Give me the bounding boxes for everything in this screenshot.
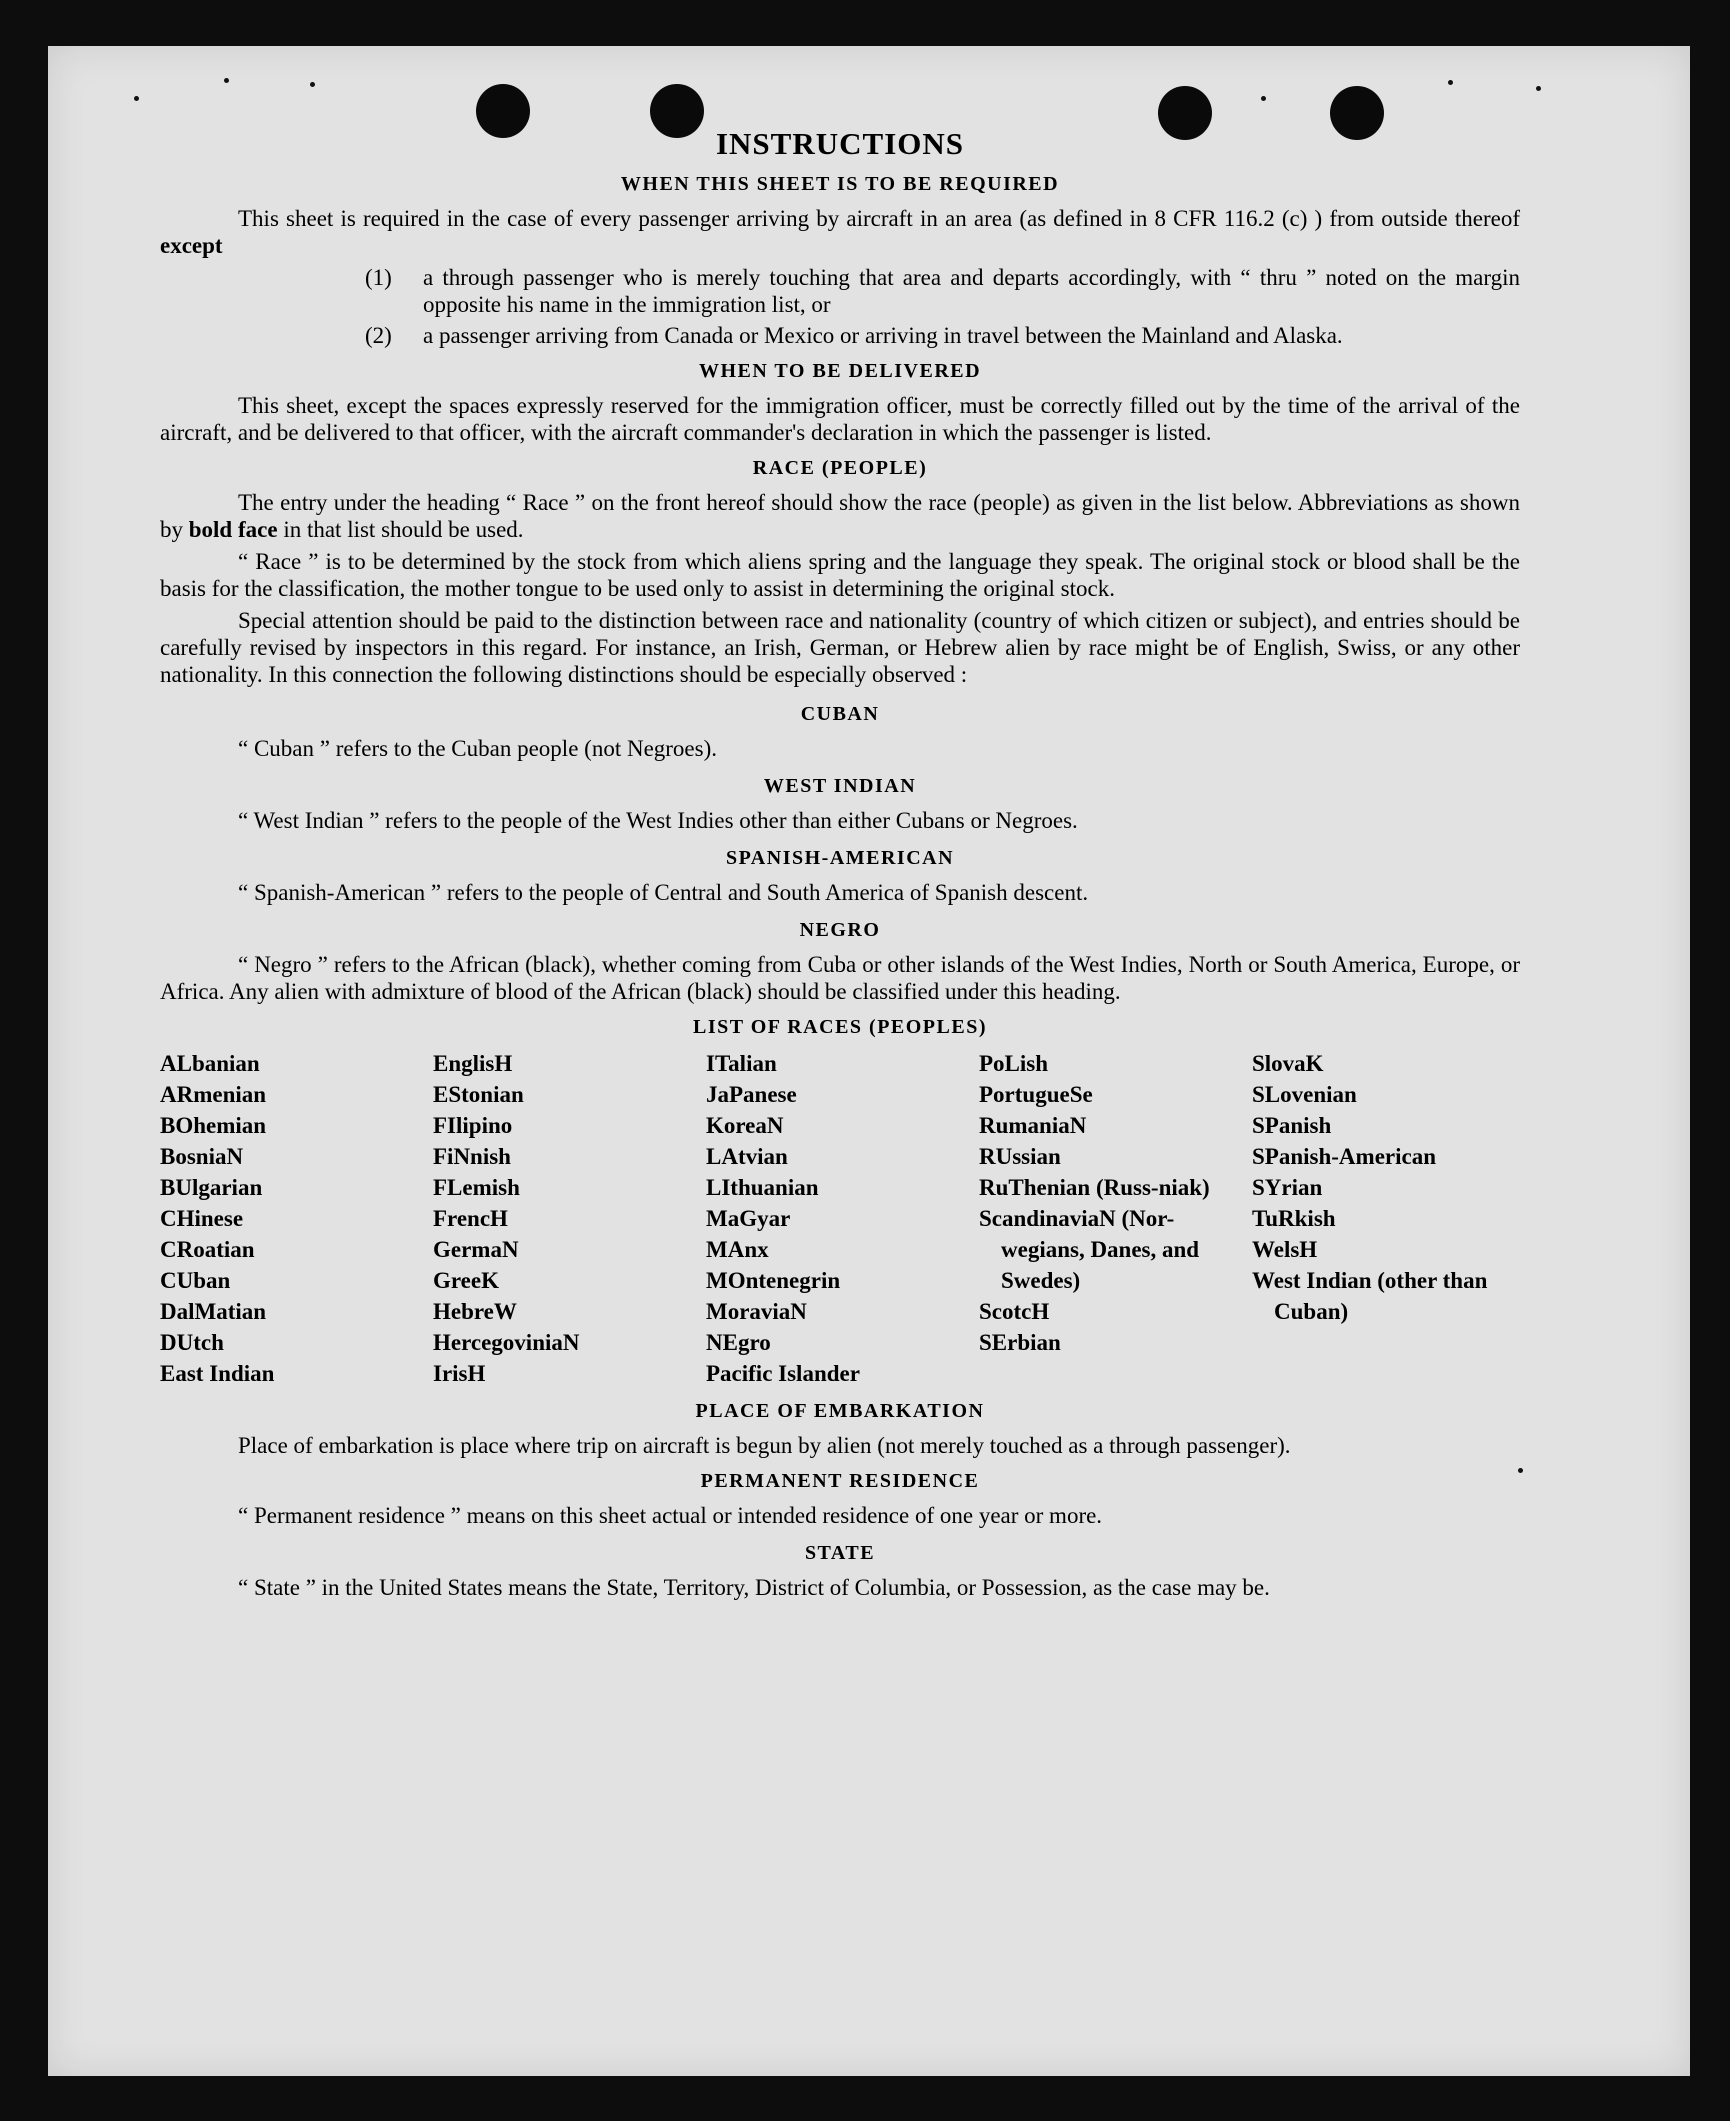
section-heading-cuban: CUBAN xyxy=(800,703,880,725)
race-item: CHinese xyxy=(160,1206,244,1231)
race-item: FLemish xyxy=(433,1175,520,1200)
race-item: RuThenian (Russ-niak) xyxy=(979,1175,1210,1200)
race-item: MOntenegrin xyxy=(706,1268,841,1293)
race-item: SYrian xyxy=(1252,1175,1323,1200)
section-heading-required: WHEN THIS SHEET IS TO BE REQUIRED xyxy=(620,173,1060,195)
page-title: INSTRUCTIONS xyxy=(715,126,964,161)
residence-text: “ Permanent residence ” means on this sheet actual or intended residence of one year or more. xyxy=(238,1503,1103,1528)
race-item: PortugueSe xyxy=(979,1082,1093,1107)
race-item: SPanish-American xyxy=(1252,1144,1436,1169)
race-item: FrencH xyxy=(433,1206,508,1231)
section-heading-negro: NEGRO xyxy=(799,919,881,941)
section-heading-spanish-american: SPANISH-AMERICAN xyxy=(725,847,955,869)
race-item: Pacific Islander xyxy=(706,1361,860,1386)
races-list xyxy=(160,1048,1520,1389)
state-text: “ State ” in the United States means the State, Territory, District of Columbia, or Possession, as the case may be. xyxy=(238,1575,1270,1600)
race-item: MoraviaN xyxy=(706,1299,807,1324)
race-item: BosniaN xyxy=(160,1144,244,1169)
race-item: TuRkish xyxy=(1252,1206,1336,1231)
race-item: EnglisH xyxy=(433,1051,513,1076)
race-item: ALbanian xyxy=(160,1051,260,1076)
section-heading-list-of-races: LIST OF RACES (PEOPLES) xyxy=(692,1016,987,1038)
race-item: SLovenian xyxy=(1252,1082,1357,1107)
race-item: East Indian xyxy=(160,1361,275,1386)
race-item: CRoatian xyxy=(160,1237,255,1262)
race-item: SlovaK xyxy=(1252,1051,1324,1076)
race-item: JaPanese xyxy=(706,1082,797,1107)
race-item: GermaN xyxy=(433,1237,519,1262)
race-paragraph-3: Special attention should be paid to the distinction between race and nationality (country of which citizen or subject), and entries should be carefully revised by inspectors in this regard. For instance, an Irish, German, or Hebrew alien by race might be of English, Swiss, or any other nationality. In this connection the following distinctions should be especially observed : xyxy=(160,608,1520,687)
race-item: BUlgarian xyxy=(160,1175,263,1200)
speck xyxy=(310,82,315,87)
cuban-text: “ Cuban ” refers to the Cuban people (not Negroes). xyxy=(238,736,718,761)
section-heading-west-indian: WEST INDIAN xyxy=(763,775,917,797)
race-item: WelsH xyxy=(1252,1237,1318,1262)
section-heading-residence: PERMANENT RESIDENCE xyxy=(700,1470,980,1492)
speck xyxy=(134,96,139,101)
race-item: MAnx xyxy=(706,1237,769,1262)
required-item: (1) a through passenger who is merely touching that area and departs accordingly, with “ thru ” noted on the margin opposite his name in the immigration list, or xyxy=(365,265,1520,317)
race-item: EStonian xyxy=(433,1082,524,1107)
race-item: HercegoviniaN xyxy=(433,1330,580,1355)
race-item: DalMatian xyxy=(160,1299,267,1324)
race-item: PoLish xyxy=(979,1051,1049,1076)
race-item: FIlipino xyxy=(433,1113,513,1138)
speck xyxy=(1448,80,1453,85)
section-heading-race: RACE (PEOPLE) xyxy=(752,457,928,479)
race-item: LIthuanian xyxy=(706,1175,819,1200)
west-indian-text: “ West Indian ” refers to the people of the West Indies other than either Cubans or Negroes. xyxy=(238,808,1078,833)
race-item: DUtch xyxy=(160,1330,224,1355)
section-heading-state: STATE xyxy=(804,1542,876,1564)
speck xyxy=(1536,86,1541,91)
negro-text: “ Negro ” refers to the African (black), whether coming from Cuba or other islands of the West Indies, North or South America, Europe, or Africa. Any alien with admixture of blood of the African (black) should be classified under this heading. xyxy=(160,952,1520,1004)
race-item: West Indian (other than Cuban) xyxy=(1252,1268,1488,1324)
race-item: LAtvian xyxy=(706,1144,788,1169)
race-item: GreeK xyxy=(433,1268,499,1293)
race-paragraph-1: The entry under the heading “ Race ” on the front hereof should show the race (people) as given in the list below. Abbreviations as shown by bold face in that list should be used. xyxy=(160,490,1520,542)
race-item: ScotcH xyxy=(979,1299,1050,1324)
race-item: RumaniaN xyxy=(979,1113,1087,1138)
required-item: (2) a passenger arriving from Canada or Mexico or arriving in travel between the Mainland and Alaska. xyxy=(365,323,1343,348)
speck xyxy=(224,78,229,83)
race-item: KoreaN xyxy=(706,1113,784,1138)
race-item: SPanish xyxy=(1252,1113,1332,1138)
race-item: IrisH xyxy=(433,1361,486,1386)
race-item: NEgro xyxy=(706,1330,771,1355)
race-item: HebreW xyxy=(433,1299,517,1324)
race-item: MaGyar xyxy=(706,1206,791,1231)
embarkation-text: Place of embarkation is place where trip on aircraft is begun by alien (not merely touched as a through passenger). xyxy=(238,1433,1291,1458)
required-intro: This sheet is required in the case of every passenger arriving by aircraft in an area (as defined in 8 CFR 116.2 (c) ) from outside thereof except xyxy=(160,206,1520,258)
race-item: SErbian xyxy=(979,1330,1061,1355)
speck xyxy=(1261,96,1266,101)
race-item: CUban xyxy=(160,1268,231,1293)
races-column xyxy=(433,1048,706,1389)
spanish-american-text: “ Spanish-American ” refers to the people of Central and South America of Spanish descent. xyxy=(238,880,1089,905)
race-item: ARmenian xyxy=(160,1082,267,1107)
race-item: BOhemian xyxy=(160,1113,267,1138)
delivered-text: This sheet, except the spaces expressly reserved for the immigration officer, must be correctly filled out by the time of the arrival of the aircraft, and be delivered to that officer, with the aircraft commander's declaration in which the passenger is listed. xyxy=(160,393,1520,445)
races-column xyxy=(1252,1048,1520,1389)
race-item: ScandinaviaN (Nor-wegians, Danes, and Swedes) xyxy=(979,1206,1200,1293)
instructions-content xyxy=(160,126,1520,1606)
race-item: ITalian xyxy=(706,1051,777,1076)
race-paragraph-2: “ Race ” is to be determined by the stock from which aliens spring and the language they speak. The original stock or blood shall be the basis for the classification, the mother tongue to be used only to assist in determining the original stock. xyxy=(160,549,1520,601)
race-item: RUssian xyxy=(979,1144,1061,1169)
races-column xyxy=(706,1048,979,1389)
section-heading-embarkation: PLACE OF EMBARKATION xyxy=(695,1400,985,1422)
races-column xyxy=(979,1048,1252,1389)
section-heading-delivered: WHEN TO BE DELIVERED xyxy=(698,360,982,382)
race-item: FiNnish xyxy=(433,1144,511,1169)
races-column xyxy=(160,1048,433,1389)
